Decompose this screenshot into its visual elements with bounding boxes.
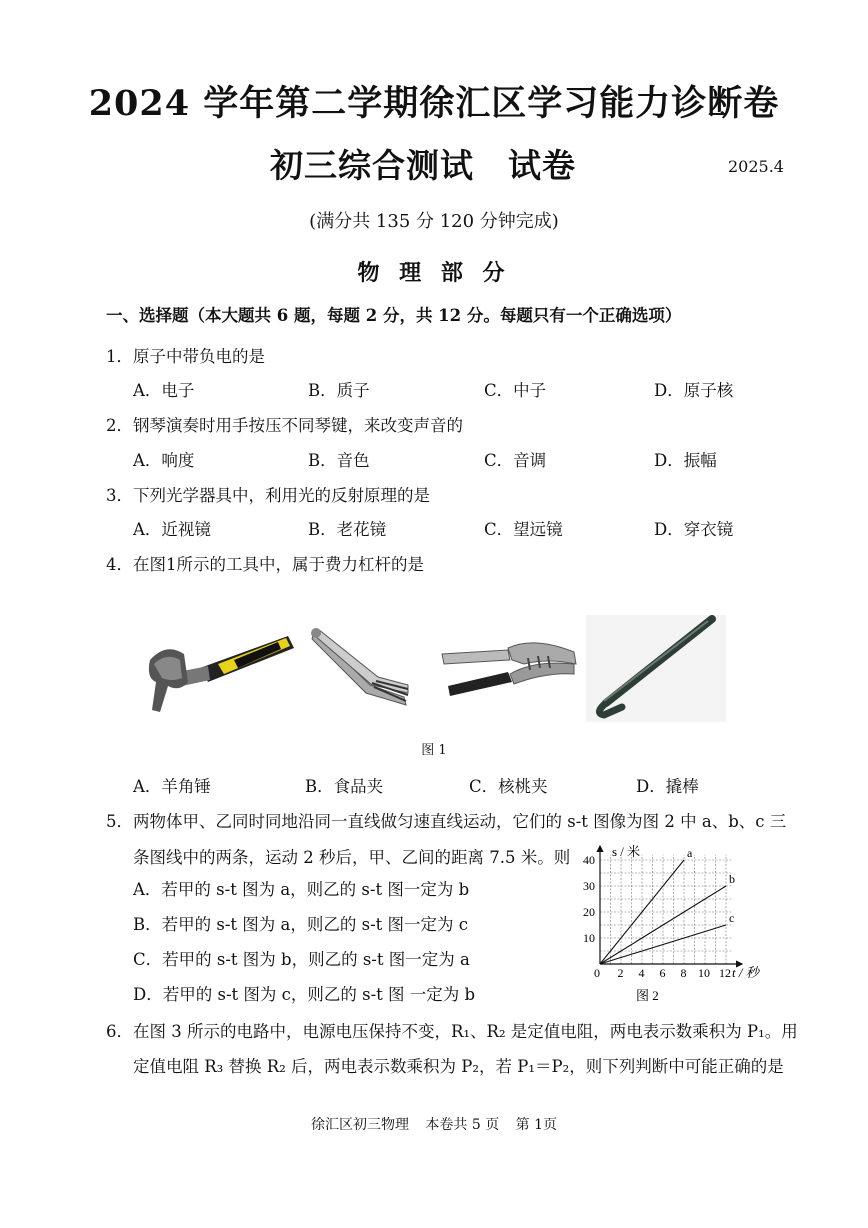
question-5-option-d: D．若甲的 s-t 图为 c，则乙的 s-t 图 一定为 b [133, 985, 476, 1004]
y-tick-label: 20 [583, 905, 595, 919]
question-1-stem: 1．原子中带负电的是 [106, 347, 265, 366]
question-5-option-b: B．若甲的 s-t 图为 a，则乙的 s-t 图一定为 c [133, 915, 469, 934]
question-5-option-c: C．若甲的 s-t 图为 b，则乙的 s-t 图一定为 a [133, 950, 470, 969]
question-2-option-d: D．振幅 [654, 451, 717, 470]
question-1-option-b: B．质子 [308, 381, 370, 400]
question-2-stem: 2．钢琴演奏时用手按压不同琴键，来改变声音的 [106, 416, 463, 435]
origin-label: 0 [594, 966, 600, 980]
question-3-option-b: B．老花镜 [308, 520, 387, 539]
subtitle-main: 初三综合测试 [270, 146, 474, 185]
question-4-option-b: B．食品夹 [305, 777, 384, 796]
figure-1-caption: 图 1 [421, 743, 447, 758]
x-tick-label: 4 [638, 966, 645, 980]
exam-date: 2025.4 [728, 157, 784, 176]
x-tick-label: 6 [659, 966, 666, 980]
figure-2-caption: 图 2 [636, 988, 659, 1003]
x-tick-label: 10 [698, 966, 710, 980]
y-tick-label: 10 [583, 931, 595, 945]
figure-2-graph [570, 840, 770, 1010]
x-tick-label: 12 [719, 966, 731, 980]
y-tick-label: 30 [583, 879, 595, 893]
question-1-option-d: D．原子核 [654, 381, 734, 400]
question-6-line2: 定值电阻 R₃ 替换 R₂ 后，两电表示数乘积为 P₂，若 P₁＝P₂，则下列判断中可能正确的是 [133, 1057, 784, 1076]
question-4-option-d: D．撬棒 [636, 777, 699, 796]
section-heading: 一、选择题（本大题共 6 题，每题 2 分，共 12 分。每题只有一个正确选项） [106, 306, 682, 325]
y-tick-label: 40 [583, 853, 595, 867]
question-2-option-c: C．音调 [484, 451, 547, 470]
food-tongs-image [308, 625, 418, 720]
question-3-stem: 3．下列光学器具中，利用光的反射原理的是 [106, 486, 430, 505]
question-5-stem-line2: 条图线中的两条，运动 2 秒后，甲、乙间的距离 7.5 米。则 [133, 848, 571, 867]
score-note: (满分共 135 分 120 分钟完成) [309, 211, 559, 232]
question-2-option-a: A．响度 [133, 451, 195, 470]
question-4-option-a: A．羊角锤 [133, 777, 211, 796]
footer-school: 徐汇区初三物理 [310, 1117, 409, 1133]
exam-title: 2024 学年第二学期徐汇区学习能力诊断卷 [88, 83, 780, 124]
series-label-a: a [687, 846, 693, 860]
section-title: 物 理 部 分 [357, 260, 511, 286]
nutcracker-image [438, 630, 580, 702]
exam-subtitle [270, 140, 576, 187]
question-5-option-a: A．若甲的 s-t 图为 a，则乙的 s-t 图一定为 b [133, 880, 470, 899]
question-6-line1: 6．在图 3 所示的电路中，电源电压保持不变，R₁、R₂ 是定值电阻，两电表示数乘积为 P₁。用 [106, 1022, 798, 1041]
x-tick-label: 8 [680, 966, 687, 980]
question-4-option-c: C．核桃夹 [469, 777, 548, 796]
series-label-c: c [729, 911, 735, 925]
question-3-option-d: D．穿衣镜 [654, 520, 734, 539]
page-footer [0, 1114, 868, 1134]
footer-page-number: 第 1页 [515, 1117, 558, 1133]
x-axis-label: t / 秒 [732, 965, 759, 980]
question-3-option-a: A．近视镜 [133, 520, 211, 539]
question-3-option-c: C．望远镜 [484, 520, 563, 539]
question-5-stem-line1: 5．两物体甲、乙同时同地沿同一直线做匀速直线运动，它们的 s-t 图像为图 2 中 a、b、c 三 [106, 812, 787, 831]
question-1-option-a: A．电子 [133, 381, 195, 400]
footer-pages: 本卷共 5 页 [425, 1117, 500, 1133]
y-axis-label: s / 米 [612, 844, 641, 859]
subtitle-paper: 试卷 [508, 146, 576, 185]
question-2-option-b: B．音色 [308, 451, 370, 470]
claw-hammer-image [138, 620, 298, 720]
question-1-option-c: C．中子 [484, 381, 547, 400]
x-tick-label: 2 [617, 966, 624, 980]
question-4-stem: 4．在图1所示的工具中，属于费力杠杆的是 [106, 555, 424, 574]
series-label-b: b [729, 872, 735, 886]
crowbar-image [586, 615, 726, 722]
